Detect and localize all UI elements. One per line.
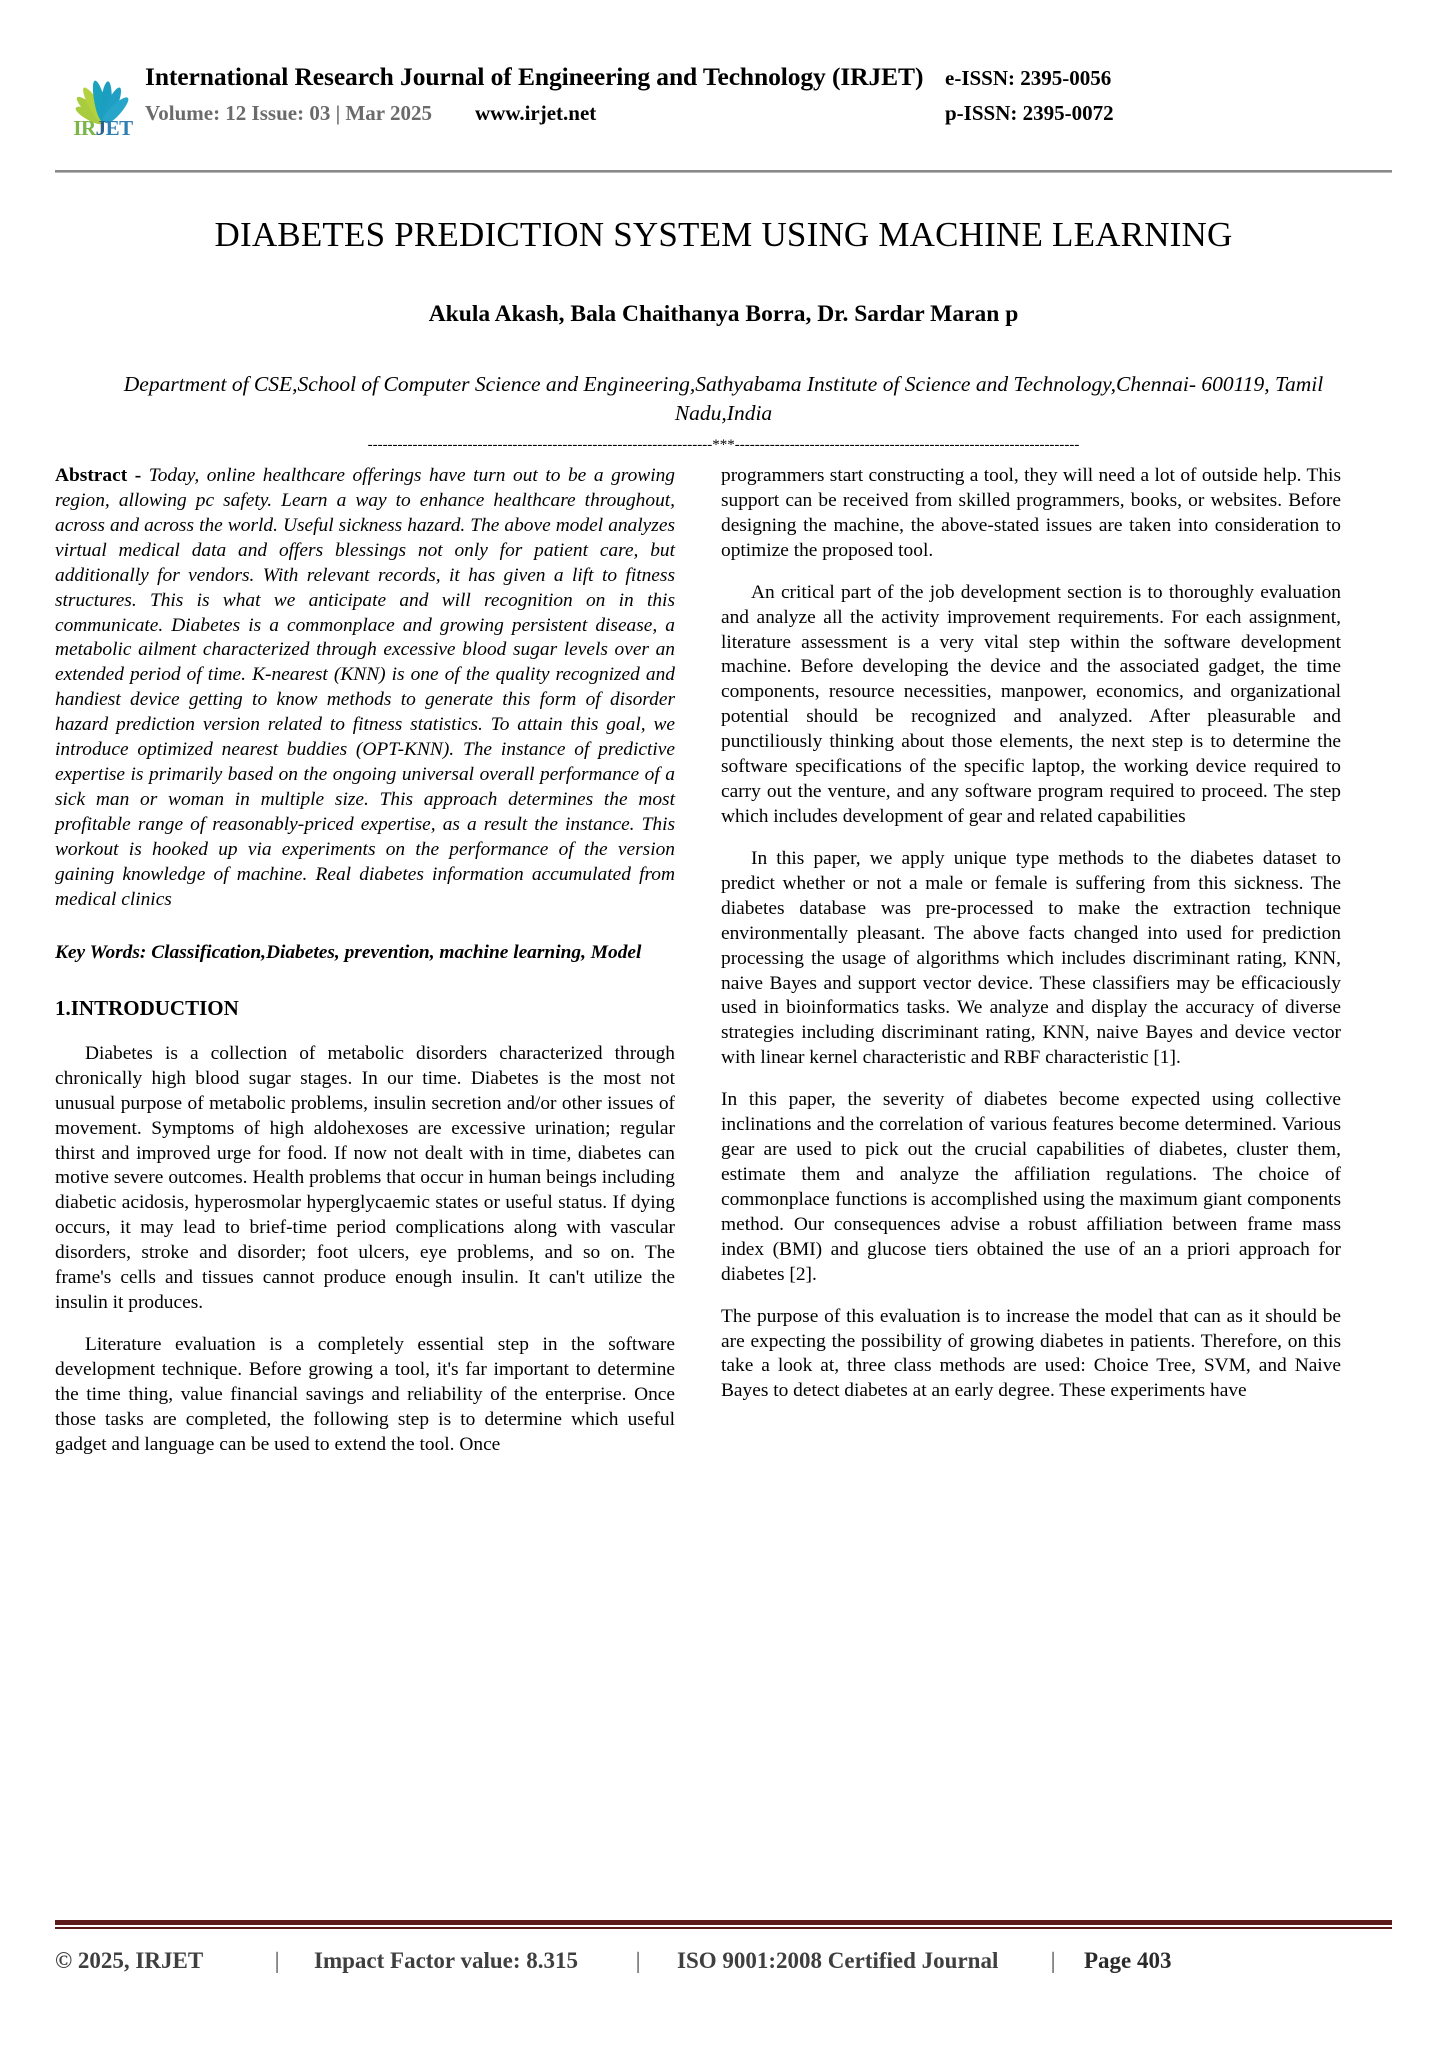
paragraph: programmers start constructing a tool, they will need a lot of outside help. This support can be received from skilled programmers, books, or websites. Before designing the machine, the above-stated issues are taken into consideration to optimize the proposed tool. (721, 465, 1341, 561)
irjet-logo (65, 58, 141, 154)
abstract-text: Today, online healthcare offerings have turn out to be a growing region, allowing pc safety. Learn a way to enhance healthcare throughout, across and across the world. Useful sickness hazard. The above model analyzes virtual medical data and offers blessings not only for patient care, but additionally for vendors. With relevant records, it has given a lift to fitness structures. This is what we anticipate and will recognition on in this communicate. Diabetes is a commonplace and growing persistent disease, a metabolic ailment characterized through excessive blood sugar levels over an extended period of time. K-nearest (KNN) is one of the quality recognized and handiest device getting to know methods to generate this form of disorder hazard prediction version related to fitness statistics. To attain this goal, we introduce optimized nearest buddies (OPT-KNN). The instance of predictive expertise is primarily based on the ongoing universal overall performance of a sick man or woman in multiple size. This approach determines the most profitable range of reasonably-priced expertise, as a result the instance. This workout is hooked up via experiments on the performance of the version gaining knowledge of machine. Real diabetes information accumulated from medical clinics (55, 465, 676, 910)
affiliation-line-1: Department of CSE,School of Computer Science and Engineering,Sathyabama Institute of Science and (123, 372, 1009, 396)
paragraph: An critical part of the job development section is to thoroughly evaluation and analyze all the activity improvement requirements. For each assignment, literature assessment is a very vital step within the software development machine. Before developing the device and the associated gadget, the time components, resource necessities, manpower, economics, and organizational potential should be recognized and analyzed. After pleasurable and punctiliously thinking about those elements, the next step is to determine the software specifications of the specific laptop, the working device required to carry out the venture, and any software program required to proceed. The step which includes development of gear and related capabilities (721, 581, 1341, 828)
right-column (721, 464, 1341, 1475)
footer-copyright: © 2025, IRJET (55, 1948, 204, 1973)
logo-wordmark-et: ET (105, 116, 133, 140)
section-heading-introduction: 1.INTRODUCTION (55, 995, 239, 1020)
footer-text-row (55, 1948, 1392, 1974)
author-list: Akula Akash, Bala Chaithanya Borra, Dr. Sardar Maran p (428, 301, 1019, 327)
volume-issue: Volume: 12 Issue: 03 | Mar 2025 (145, 101, 432, 125)
paragraph: Diabetes is a collection of metabolic disorders characterized through chronically high blood sugar stages. In our time. Diabetes is the most not unusual purpose of metabolic problems, insulin secretion and/or other issues of movement. Symptoms of high aldohexoses are excessive urination; regular thirst and improved urge for food. If now not dealt with in time, diabetes can motive severe outcomes. Health problems that occur in human beings including diabetic acidosis, hyperosmolar hyperglycaemic states or useful status. If dying occurs, it may lead to brief-time period complications along with vascular disorders, stroke and disorder; foot ulcers, eye problems, and so on. The frame's cells and tissues cannot produce enough insulin. It can't utilize the insulin it produces. (55, 1042, 675, 1314)
footer-divider-thick (55, 1920, 1392, 1925)
logo-wordmark-ir: IR (73, 116, 96, 140)
abstract-paragraph (55, 464, 675, 913)
paragraph: The purpose of this evaluation is to increase the model that can as it should be are expecting the possibility of growing diabetes in patients. Therefore, on this take a look at, three class methods are used: Choice Tree, SVM, and Naive Bayes to detect diabetes at an early degree. These experiments have (721, 1305, 1341, 1402)
header-divider (55, 170, 1392, 175)
footer-divider-thin (55, 1927, 1392, 1929)
journal-header (55, 0, 1392, 158)
footer-certification: ISO 9001:2008 Certified Journal (677, 1948, 999, 1973)
paragraph: In this paper, we apply unique type methods to the diabetes dataset to predict whether or not a male or female is suffering from this sickness. The diabetes database was pre-processed to make the extraction technique environmentally pleasant. The above facts changed into used for prediction processing the usage of algorithms which includes discriminant rating, KNN, naive Bayes and support vector device. These classifiers may be efficaciously used in bioinformatics tasks. We analyze and display the accuracy of diverse strategies including discriminant rating, KNN, naive Bayes and device vector with linear kernel characteristic and RBF characteristic [1]. (721, 847, 1341, 1069)
logo-wordmark-j: J (95, 116, 106, 140)
journal-website-link[interactable]: www.irjet.net (475, 101, 597, 125)
journal-title: International Research Journal of Engineering and Technology (IRJET) (145, 62, 924, 91)
paragraph: Literature evaluation is a completely essential step in the software development technique. Before growing a tool, it's far important to determine the time thing, value financial savings and reliability of the enterprise. Once those tasks are completed, the following step is to determine which useful gadget and language can be used to extend the tool. Once (55, 1333, 675, 1455)
footer-separator: | (274, 1948, 280, 1973)
affiliation (55, 370, 1392, 428)
footer-impact-factor: Impact Factor value: 8.315 (314, 1948, 579, 1973)
paragraph: In this paper, the severity of diabetes become expected using collective inclinations and the correlation of various features become determined. Various gear are used to pick out the crucial capabilities of diabetes, cluster them, estimate them and analyze the affiliation regulations. The choice of commonplace functions is accomplished using the maximum giant components method. Our consequences advise a robust affiliation between frame mass index (BMI) and glucose tiers obtained the use of an a priori approach for diabetes [2]. (721, 1089, 1341, 1285)
fan-leaf-icon (65, 58, 141, 124)
header-divider-inner (55, 172, 1392, 173)
section-separator: ---------------------------------------------------------------------***--------------------------------------------------------------------- (367, 438, 1080, 454)
header-text-rows (145, 62, 1392, 126)
footer-page-number: Page 403 (1084, 1948, 1172, 1973)
header-row-top (145, 62, 1392, 92)
abstract-label: Abstract - (55, 465, 149, 487)
two-column-body (55, 464, 1392, 1475)
e-issn: e-ISSN: 2395-0056 (945, 66, 1112, 90)
page-title: DIABETES PREDICTION SYSTEM USING MACHINE LEARNING (214, 215, 1233, 254)
p-issn: p-ISSN: 2395-0072 (945, 101, 1114, 125)
page-footer (55, 1920, 1392, 1974)
left-column (55, 464, 675, 1475)
header-row-bottom (145, 101, 1392, 126)
footer-separator: | (635, 1948, 641, 1973)
logo-wordmark (65, 118, 141, 139)
footer-separator: | (1050, 1948, 1056, 1973)
affiliation-line-2: Technology,Chennai- 600119, Tamil Nadu,India (674, 372, 1324, 426)
keywords: Key Words: Classification,Diabetes, prevention, machine learning, Model (55, 941, 642, 963)
